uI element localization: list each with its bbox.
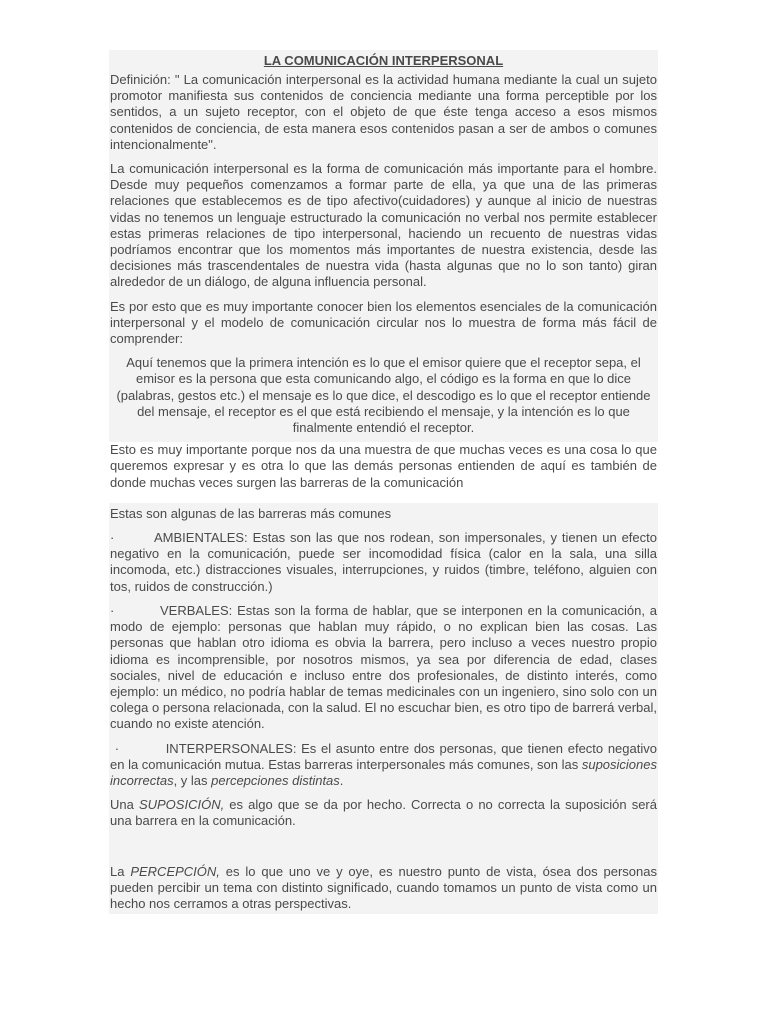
emphasis-percepciones: percepciones distintas: [211, 772, 340, 788]
bullet-marker: ·: [110, 602, 115, 618]
bullet-marker: ·: [110, 530, 115, 546]
suposicion-paragraph: Una SUPOSICIÓN, es algo que se da por hecho. Correcta o no correcta la suposición será una barrera en la comunicación.: [110, 797, 657, 829]
barriers-heading: Estas son algunas de las barreras más comunes: [110, 505, 392, 521]
emphasis-percepcion: PERCEPCIÓN,: [130, 863, 220, 879]
section-barriers-intro: [109, 442, 658, 503]
elements-paragraph: Es por esto que es muy importante conocer bien los elementos esenciales de la comunicación interpersonal y el modelo de comunicación circular nos lo muestra de forma más fácil de comprender:: [110, 298, 657, 347]
section-barriers: [109, 503, 658, 914]
importance-paragraph: La comunicación interpersonal es la forma de comunicación más importante para el hombre. Desde muy pequeños comenzamos a formar parte de ella, ya que una de las primeras relaciones que establecemos es de tipo afectivo(cuidadores) y aunque al inicio de nuestras vidas no tenemos un lenguaje estructurado la comunicación no verbal nos permite establecer estas primeras relaciones de tipo interpersonal, haciendo un recuento de nuestras vidas podríamos encontrar que los momentos más importantes de nuestra existencia, desde las decisiones más trascendentales de nuestra vida (hasta algunas que no lo son tanto) giran alrededor de un diálogo, de alguna influencia personal.: [110, 161, 657, 290]
barrier-ambientales: · AMBIENTALES: Estas son las que nos rodean, son impersonales, y tienen un efecto negativo en la comunicación, puede ser incomodidad física (calor en la sala, una silla incomoda, etc.) distracciones visuales, interrupciones, y ruidos (timbre, teléfono, alguien con tos, ruidos de construcción.): [110, 530, 657, 594]
bullet-marker: ·: [114, 740, 120, 756]
barrier-verbales: · VERBALES: Estas son la forma de hablar, que se interponen en la comunicación, a modo de ejemplo: personas que hablan muy rápido, o no explican bien las cosas. Las personas que hablan otro idioma es obvia la barrera, pero incluso a veces nuestro propio idioma es incomprensible, por nosotros mismos, ya sea por diferencia de edad, clases sociales, nivel de educación e incluso entre dos profesionales, de distinto interés, como ejemplo: un médico, no podría hablar de temas medicinales con un ingeniero, sino solo con un colega o persona relacionada, con la salud. El no escuchar bien, es otro tipo de barrerá verbal, cuando no existe atención.: [110, 602, 657, 732]
percepcion-paragraph: La PERCEPCIÓN, es lo que uno ve y oye, es nuestro punto de vista, ósea dos personas pueden percibir un tema con distinto significado, cuando tomamos un punto de vista como un hecho nos cerramos a otras perspectivas.: [110, 863, 657, 911]
definition-paragraph: Definición: " La comunicación interpersonal es la actividad humana mediante la cual un sujeto promotor manifiesta sus contenidos de conciencia mediante una forma perceptible por los sentidos, a un sujeto receptor, con el objeto de que éste tenga acceso a esos mismos contenidos de conciencia, de esta manera esos contenidos pasan a ser de ambos o comunes intencionalmente".: [110, 72, 657, 152]
emphasis-suposicion: SUPOSICIÓN,: [138, 797, 225, 813]
emphasis-suposiciones: suposiciones incorrectas: [110, 756, 657, 788]
model-paragraph: Aquí tenemos que la primera intención es lo que el emisor quiere que el receptor sepa, el emisor es la persona que esta comunicando algo, el código es la forma en que lo dice (palabras, gestos etc.) el mensaje es lo que dice, el descodigo es lo que el receptor entiende del mensaje, el receptor es el que está recibiendo el mensaje, y la intención es lo que finalmente entendió el receptor.: [116, 355, 651, 436]
document-page: [109, 50, 658, 914]
barriers-origin-paragraph: Esto es muy importante porque nos da una muestra de que muchas veces es una cosa lo que queremos expresar y es otra lo que las demás personas entienden de aquí es también de donde muchas veces surgen las barreras de la comunicación: [110, 442, 657, 490]
page-title: LA COMUNICACIÓN INTERPERSONAL: [263, 53, 504, 68]
barrier-interpersonales: · INTERPERSONALES: Es el asunto entre dos personas, que tienen efecto negativo en la comunicación mutua. Estas barreras interpersonales más comunes, son las suposiciones incorrectas, y las percepciones distintas.: [110, 740, 657, 788]
section-intro: [109, 50, 658, 442]
